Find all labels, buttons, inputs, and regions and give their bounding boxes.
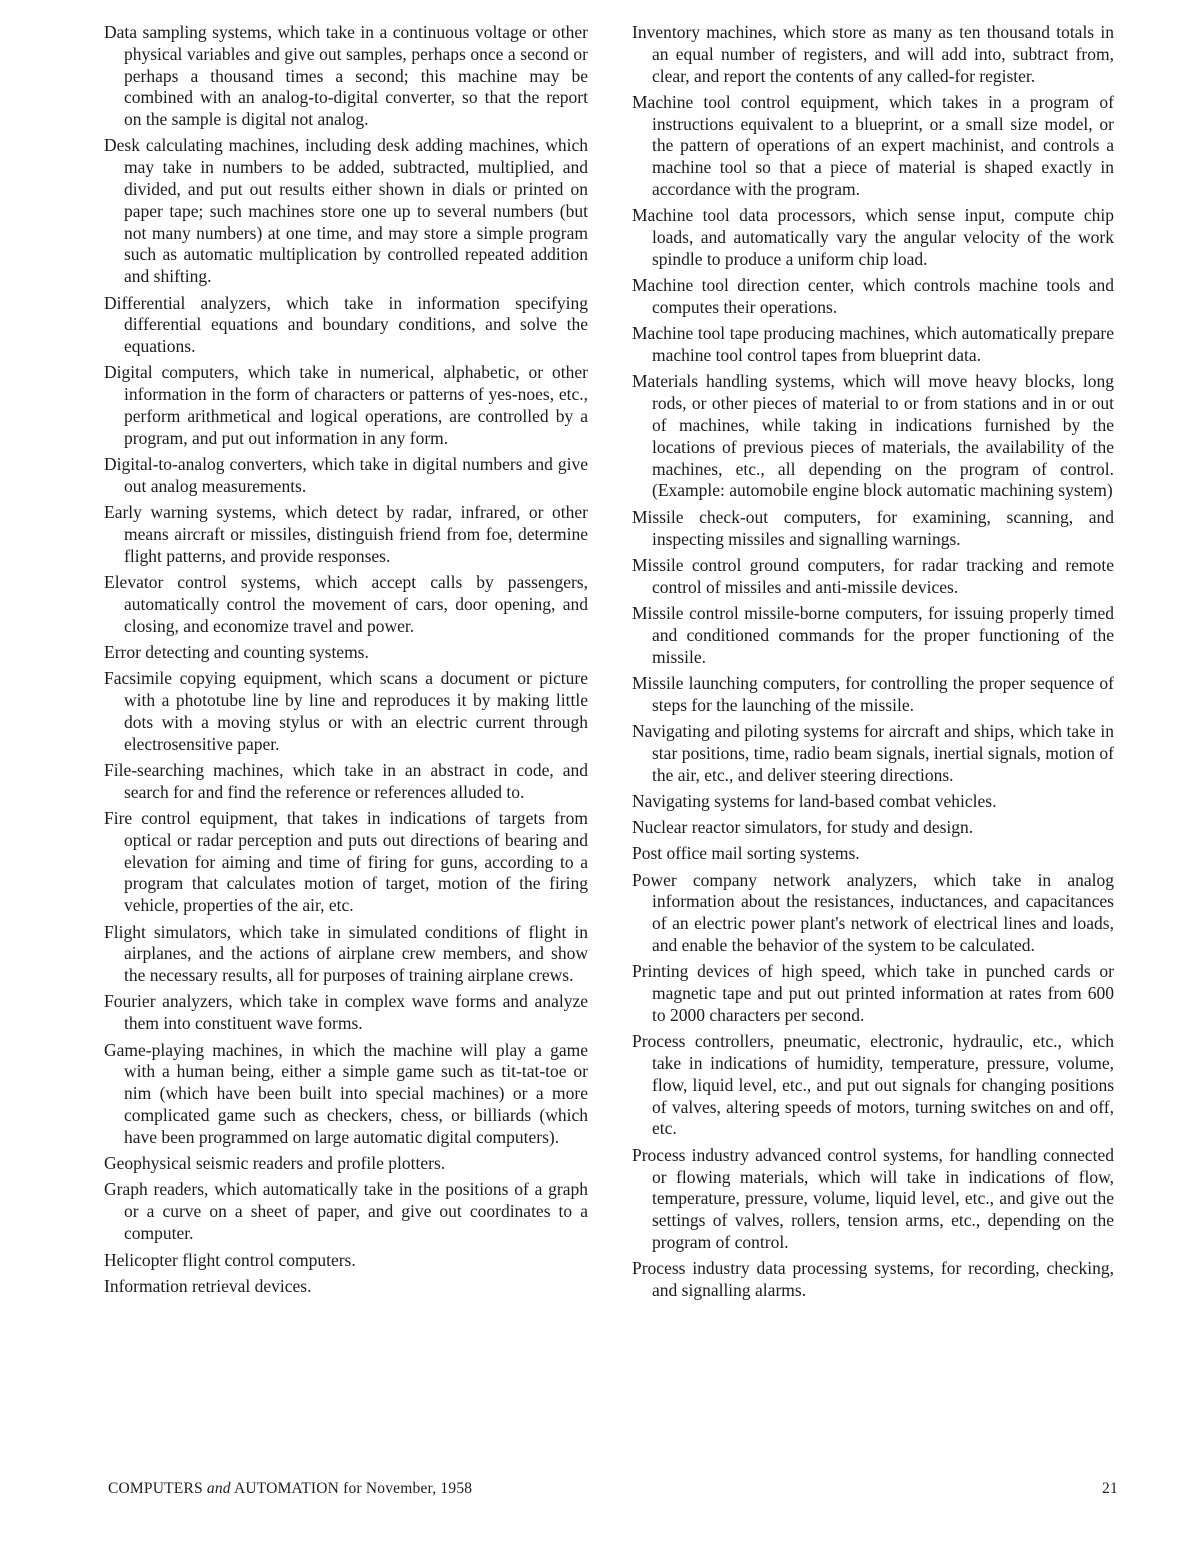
list-entry: Fire control equipment, that takes in indications of targets from optical or radar perception and puts out directions of bearing and elevation for aiming and time of firing for guns, according to a program that calculates motion of target, motion of the firing vehicle, properties of the air, etc. bbox=[104, 808, 588, 916]
right-column bbox=[632, 22, 1114, 1306]
list-entry: Desk calculating machines, including desk adding machines, which may take in numbers to be added, subtracted, multiplied, and divided, and put out results either shown in dials or printed on paper tape; such machines store one up to several numbers (but not many numbers) at one time, and may store a simple program such as automatic multiplication by controlled repeated addition and shifting. bbox=[104, 135, 588, 287]
list-entry: Geophysical seismic readers and profile plotters. bbox=[104, 1153, 446, 1174]
list-entry: File-searching machines, which take in an abstract in code, and search for and find the reference or references alluded to. bbox=[104, 760, 588, 802]
list-entry: Machine tool data processors, which sense input, compute chip loads, and automatically vary the angular velocity of the work spindle to produce a uniform chip load. bbox=[632, 205, 1114, 269]
list-entry: Inventory machines, which store as many as ten thousand totals in an equal number of registers, and will add into, subtract from, clear, and report the contents of any called-for register. bbox=[632, 22, 1114, 86]
list-entry: Game-playing machines, in which the machine will play a game with a human being, either a simple game such as tit-tat-toe or nim (which have been built into special machines) or a more complicated game such as checkers, chess, or billiards (which have been programmed on large automatic digital computers). bbox=[104, 1039, 588, 1147]
list-entry: Facsimile copying equipment, which scans a document or picture with a phototube line by line and reproduces it by making little dots with a moving stylus or with an electric current through electrosensitive paper. bbox=[104, 668, 588, 754]
list-entry: Digital-to-analog converters, which take in digital numbers and give out analog measurements. bbox=[104, 454, 588, 496]
list-entry: Graph readers, which automatically take in the positions of a graph or a curve on a sheet of paper, and give out coordinates to a computer. bbox=[104, 1179, 588, 1243]
list-entry: Fourier analyzers, which take in complex wave forms and analyze them into constituent wave forms. bbox=[104, 991, 588, 1034]
list-entry: Machine tool control equipment, which takes in a program of instructions equivalent to a blueprint, or a small size model, or the pattern of operations of an expert machinist, and controls a machine tool so that a piece of material is shaped exactly in accordance with the program. bbox=[632, 91, 1114, 200]
list-entry: Missile launching computers, for controlling the proper sequence of steps for the launching of the missile. bbox=[632, 672, 1114, 715]
list-entry: Information retrieval devices. bbox=[104, 1276, 312, 1297]
list-entry: Early warning systems, which detect by radar, infrared, or other means aircraft or missiles, distinguish friend from foe, determine flight patterns, and provide responses. bbox=[104, 502, 588, 566]
footer-issue-date: AUTOMATION for November, 1958 bbox=[234, 1480, 473, 1497]
list-entry: Helicopter flight control computers. bbox=[104, 1249, 356, 1270]
list-entry: Printing devices of high speed, which take in punched cards or magnetic tape and put out printed information at rates from 600 to 2000 characters per second. bbox=[632, 961, 1114, 1025]
running-footer bbox=[108, 1480, 472, 1498]
list-entry: Power company network analyzers, which take in analog information about the resistances, inductances, and capacitances of an electric power plant's network of electrical lines and loads, and enable the behavior of the system to be calculated. bbox=[632, 869, 1114, 956]
list-entry: Navigating systems for land-based combat vehicles. bbox=[632, 790, 997, 811]
footer-magazine-title: COMPUTERS bbox=[108, 1480, 203, 1497]
list-entry: Data sampling systems, which take in a continuous voltage or other physical variables and give out samples, perhaps once a second or perhaps a thousand times a second; this machine may be combined with an analog-to-digital converter, so that the report on the sample is digital not analog. bbox=[104, 22, 588, 130]
list-entry: Elevator control systems, which accept calls by passengers, automatically control the movement of cars, door opening, and closing, and economize travel and power. bbox=[104, 572, 588, 636]
list-entry: Post office mail sorting systems. bbox=[632, 843, 860, 864]
list-entry: Missile control missile-borne computers, for issuing properly timed and conditioned commands for the proper functioning of the missile. bbox=[632, 602, 1114, 667]
list-entry: Process industry data processing systems, for recording, checking, and signalling alarms. bbox=[632, 1258, 1114, 1301]
list-entry: Missile check-out computers, for examining, scanning, and inspecting missiles and signalling warnings. bbox=[632, 506, 1114, 549]
list-entry: Missile control ground computers, for radar tracking and remote control of missiles and anti-missile devices. bbox=[632, 554, 1114, 597]
list-entry: Flight simulators, which take in simulated conditions of flight in airplanes, and the actions of airplane crew members, and show the necessary results, all for purposes of training airplane crews. bbox=[104, 921, 588, 986]
left-column bbox=[104, 22, 588, 1302]
footer-and: and bbox=[206, 1480, 231, 1497]
list-entry: Machine tool direction center, which controls machine tools and computes their operations. bbox=[632, 275, 1114, 318]
list-entry: Process controllers, pneumatic, electronic, hydraulic, etc., which take in indications of humidity, temperature, pressure, volume, flow, liquid level, etc., and put out signals for changing positions of valves, altering speeds of motors, turning switches on and off, etc. bbox=[632, 1031, 1114, 1139]
list-entry: Error detecting and counting systems. bbox=[104, 642, 369, 663]
list-entry: Differential analyzers, which take in information specifying differential equations and boundary conditions, and solve the equations. bbox=[104, 292, 588, 357]
list-entry: Machine tool tape producing machines, which automatically prepare machine tool control tapes from blueprint data. bbox=[632, 323, 1114, 366]
page-number: 21 bbox=[1102, 1480, 1118, 1497]
list-entry: Materials handling systems, which will move heavy blocks, long rods, or other pieces of material to or from stations and in or out of machines, while taking in indications furnished by the locations of previous pieces of materials, the availability of the machines, etc., all depending on the program of control. (Example: automobile engine block automatic machining system) bbox=[632, 371, 1114, 501]
list-entry: Navigating and piloting systems for aircraft and ships, which take in star positions, time, radio beam signals, inertial signals, motion of the air, etc., and deliver steering directions. bbox=[632, 720, 1114, 785]
list-entry: Digital computers, which take in numerical, alphabetic, or other information in the form of characters or patterns of yes-noes, etc., perform arithmetical and logical operations, are controlled by a program, and put out information in any form. bbox=[104, 362, 588, 448]
list-entry: Nuclear reactor simulators, for study and design. bbox=[632, 817, 974, 838]
list-entry: Process industry advanced control systems, for handling connected or flowing materials, which will take in indications of flow, temperature, pressure, volume, liquid level, etc., and give out the settings of valves, rollers, tension arms, etc., depending on the program of control. bbox=[632, 1144, 1114, 1252]
